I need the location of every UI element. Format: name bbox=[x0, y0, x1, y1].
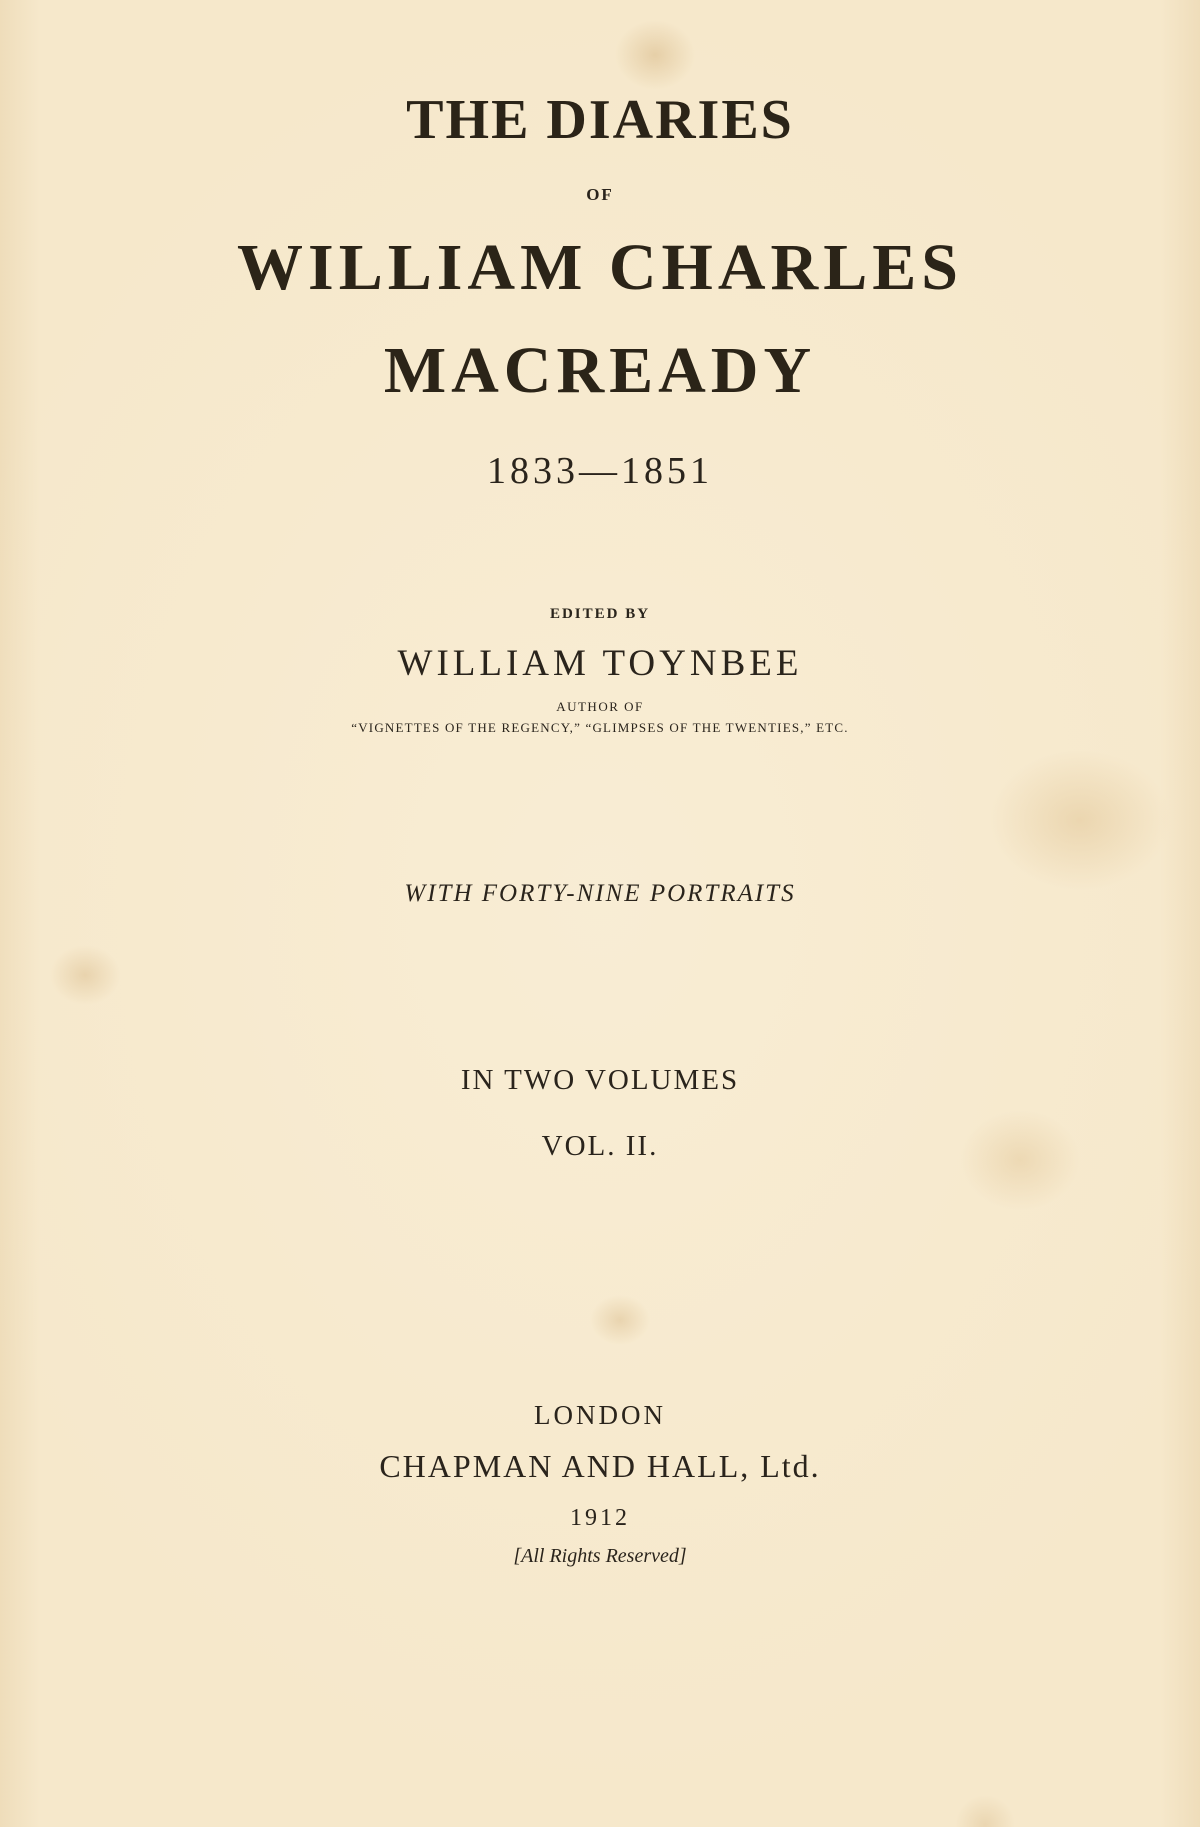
date-range: 1833—1851 bbox=[487, 450, 713, 492]
title-of: OF bbox=[586, 185, 614, 204]
volume-number: VOL. II. bbox=[541, 1130, 659, 1162]
publication-year: 1912 bbox=[570, 1505, 630, 1531]
editor-works: “VIGNETTES OF THE REGENCY,” “GLIMPSES OF THE TWENTIES,” ETC. bbox=[351, 720, 849, 735]
author-of-label: AUTHOR OF bbox=[556, 699, 644, 714]
subject-name-line-2: MACREADY bbox=[383, 334, 817, 407]
edited-by-label: EDITED BY bbox=[549, 606, 651, 622]
subject-name-line-1: WILLIAM CHARLES bbox=[237, 231, 963, 304]
publisher-name: CHAPMAN AND HALL, Ltd. bbox=[379, 1448, 821, 1484]
volumes-note: IN TWO VOLUMES bbox=[460, 1064, 740, 1096]
editor-name: WILLIAM TOYNBEE bbox=[397, 643, 803, 684]
title-line: THE DIARIES bbox=[406, 89, 794, 151]
rights-notice: [All Rights Reserved] bbox=[513, 1545, 687, 1567]
publication-city: LONDON bbox=[534, 1400, 666, 1430]
portraits-note: WITH FORTY-NINE PORTRAITS bbox=[404, 880, 796, 907]
